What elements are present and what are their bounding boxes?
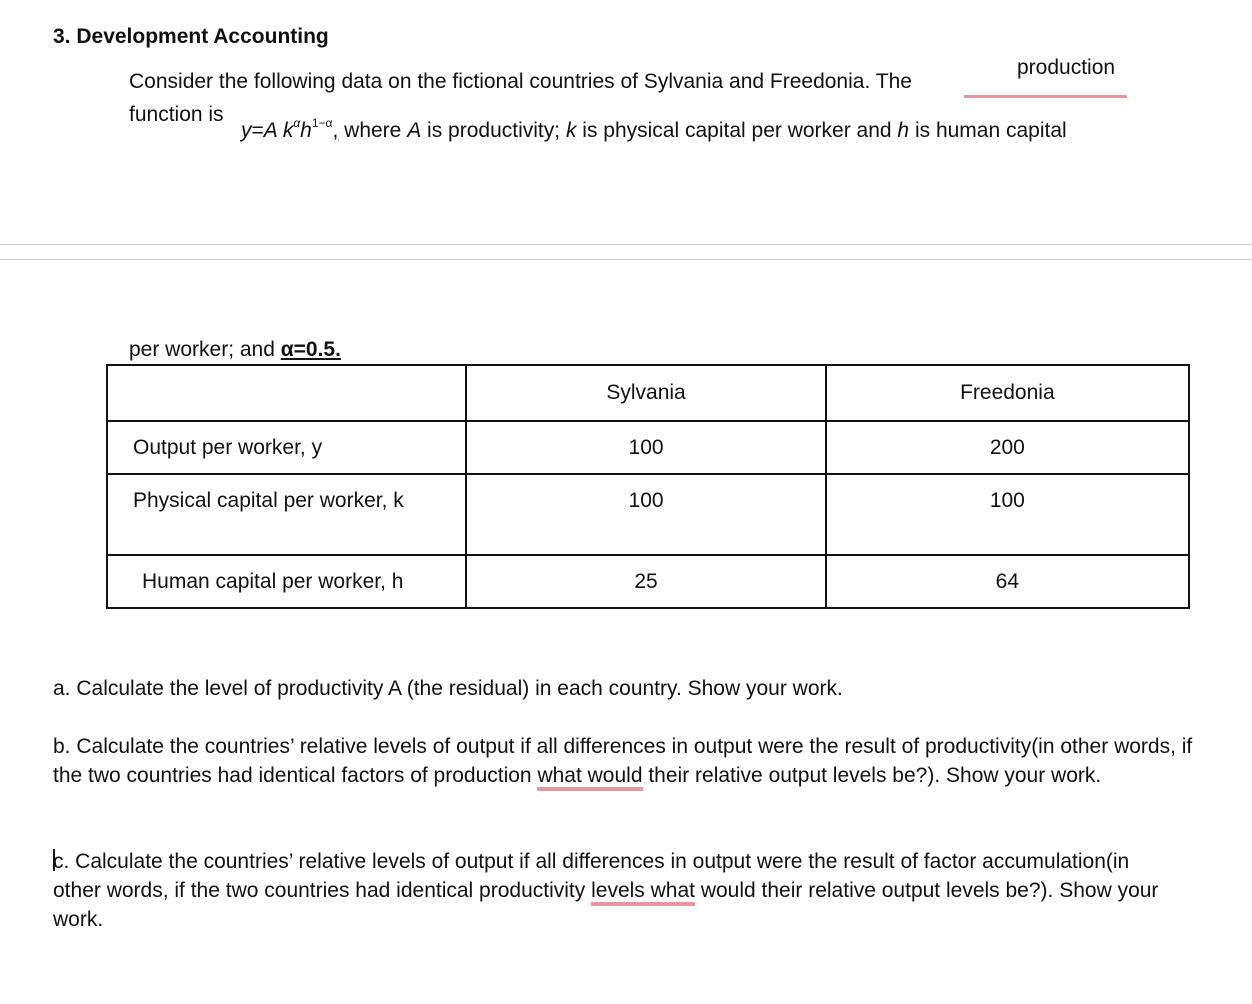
page-divider-bottom [0,259,1252,260]
question-b-text-1: b. Calculate the countries’ relative levels of output if all differences in output were the result of productivity(in other words, if the two countries had identical factors of production [53,735,1193,787]
cell-sylvania: 25 [466,555,825,608]
production-function-formula [241,118,1067,143]
cell-sylvania: 100 [466,421,825,474]
alpha-value: α=0.5. [280,338,341,361]
cell-freedonia: 200 [826,421,1189,474]
page-divider-top [0,244,1252,245]
formula-human: is human capital [909,119,1067,142]
formula-one-minus-alpha: 1−α [311,116,333,130]
cell-freedonia: 100 [826,474,1189,555]
table-row [107,555,1189,608]
formula-h-var: h [897,119,910,142]
formula-a-var: A [407,119,422,142]
spellcheck-underline [964,95,1127,98]
spellcheck-flag-c: levels what [591,879,695,906]
formula-y: y [241,119,252,142]
header-freedonia: Freedonia [826,365,1189,421]
spellcheck-flag-b: what would [537,764,642,791]
table-row [107,474,1189,555]
row-label: Human capital per worker, h [107,555,466,608]
formula-is-productivity: is productivity; [421,119,566,142]
question-c-text-1: c. Calculate the countries’ relative levels of output if all differences in output were the result of factor accumulation(in other words, if the two countries had identical productivity [53,850,1130,902]
question-c-text-2: would their relative output levels be?). Show your work. [53,879,1159,931]
production-word: production [1017,56,1116,79]
section-heading: 3. Development Accounting [53,25,329,48]
intro-line-3 [129,338,341,362]
formula-a-k: A k [263,119,294,142]
question-b-text-2: their relative output levels be?). Show your work. [642,764,1102,787]
row-label: Physical capital per worker, k [107,474,466,555]
formula-equals: = [251,119,264,142]
per-worker-text: per worker; and [129,338,281,361]
row-label: Output per worker, y [107,421,466,474]
cell-freedonia: 64 [826,555,1189,608]
formula-comma: , [332,119,339,142]
formula-k-var: k [565,119,577,142]
table-header-row [107,365,1189,421]
formula-where: where [338,119,408,142]
header-sylvania: Sylvania [466,365,825,421]
table-row [107,421,1189,474]
question-b [53,732,1203,790]
data-table [106,364,1190,609]
intro-line-2: function is [129,103,224,126]
formula-alpha-exponent: α [293,116,301,130]
cell-sylvania: 100 [466,474,825,555]
formula-h: h [300,119,312,142]
question-c [53,847,1173,934]
intro-line-1: Consider the following data on the fictional countries of Sylvania and Freedonia. The [129,70,912,93]
header-empty-cell [107,365,466,421]
question-a: a. Calculate the level of productivity A (the residual) in each country. Show your work. [53,677,843,700]
formula-physical: is physical capital per worker and [576,119,898,142]
